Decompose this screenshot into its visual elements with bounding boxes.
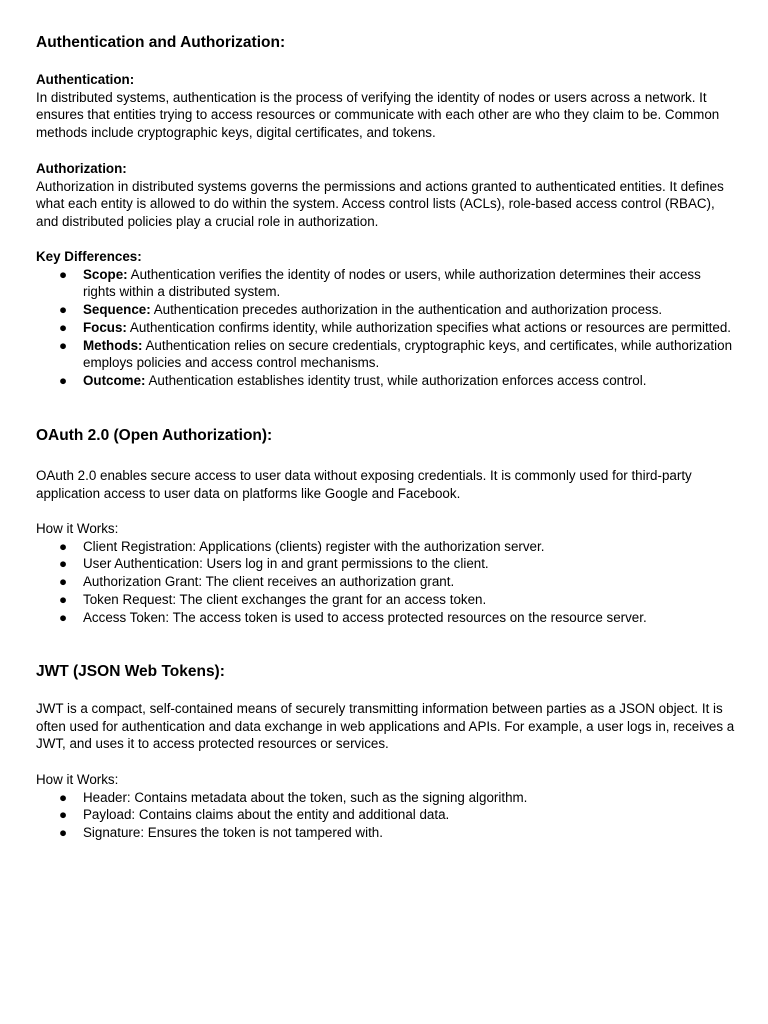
authentication-block	[36, 71, 736, 142]
step-text: Signature: Ensures the token is not tampered with.	[83, 825, 383, 841]
authentication-text: In distributed systems, authentication is the process of verifying the identity of nodes or users across a network. It ensures that entities trying to access resources or communicate with each other are who they claim to be. Common methods include cryptographic keys, digital certificates, and tokens.	[36, 89, 720, 141]
term-label: Methods:	[83, 337, 143, 353]
step-text: Payload: Contains claims about the entity and additional data.	[83, 807, 450, 823]
list-item	[36, 301, 736, 319]
term-text: Authentication relies on secure credentials, cryptographic keys, and certificates, while authorization employs policies and access control mechanisms.	[83, 337, 733, 371]
bullet-icon: ●	[59, 337, 68, 353]
oauth-how-block	[36, 520, 736, 626]
step-text: Header: Contains metadata about the token, such as the signing algorithm.	[83, 789, 528, 805]
jwt-steps-list	[36, 789, 736, 842]
term-text: Authentication establishes identity trust, while authorization enforces access control.	[145, 372, 647, 388]
bullet-icon: ●	[59, 302, 68, 318]
list-item	[36, 591, 736, 609]
term-text: Authentication confirms identity, while authorization specifies what actions or resources are permitted.	[126, 319, 732, 335]
bullet-icon: ●	[59, 574, 68, 590]
step-text: Client Registration: Applications (clients) register with the authorization server.	[83, 538, 545, 554]
step-text: User Authentication: Users log in and grant permissions to the client.	[83, 556, 489, 572]
section-title-jwt: JWT (JSON Web Tokens):	[36, 663, 225, 680]
section-title-oauth: OAuth 2.0 (Open Authorization):	[36, 427, 273, 444]
list-item	[36, 609, 736, 627]
term-label: Sequence:	[83, 302, 151, 318]
authorization-block	[36, 160, 736, 231]
bullet-icon: ●	[59, 591, 68, 607]
term-label: Outcome:	[83, 372, 146, 388]
authorization-text: Authorization in distributed systems governs the permissions and actions granted to authenticated entities. It defines what each entity is allowed to do within the system. Access control lists (ACLs), role-based access control (RBAC), and distributed policies play a crucial role in authorization.	[36, 178, 724, 230]
list-item	[36, 573, 736, 591]
jwt-how-heading: How it Works:	[36, 772, 119, 787]
list-item	[36, 806, 736, 824]
list-item	[36, 372, 736, 390]
key-differences-list	[36, 266, 736, 390]
bullet-icon: ●	[59, 556, 68, 572]
section-title-auth: Authentication and Authorization:	[36, 34, 286, 51]
bullet-icon: ●	[59, 609, 68, 625]
bullet-icon: ●	[59, 825, 68, 841]
list-item	[36, 538, 736, 556]
list-item	[36, 555, 736, 573]
oauth-steps-list	[36, 538, 736, 627]
term-text: Authentication verifies the identity of nodes or users, while authorization determines their access rights within a distributed system.	[83, 266, 701, 300]
jwt-intro: JWT is a compact, self-contained means of securely transmitting information between parties as a JSON object. It is often used for authentication and data exchange in web applications and APIs. For example, a user logs in, receives a JWT, and uses it to access protected resources or services.	[36, 701, 735, 752]
authentication-heading: Authentication:	[36, 72, 135, 87]
bullet-icon: ●	[59, 807, 68, 823]
authorization-heading: Authorization:	[36, 161, 127, 176]
step-text: Authorization Grant: The client receives an authorization grant.	[83, 574, 455, 590]
oauth-how-heading: How it Works:	[36, 521, 119, 536]
list-item	[36, 789, 736, 807]
key-differences-block	[36, 248, 736, 390]
jwt-how-block	[36, 771, 736, 842]
list-item	[36, 319, 736, 337]
bullet-icon: ●	[59, 538, 68, 554]
bullet-icon: ●	[59, 266, 68, 282]
bullet-icon: ●	[59, 372, 68, 388]
step-text: Token Request: The client exchanges the grant for an access token.	[83, 591, 487, 607]
term-label: Scope:	[83, 266, 128, 282]
bullet-icon: ●	[59, 319, 68, 335]
list-item	[36, 337, 736, 372]
step-text: Access Token: The access token is used to access protected resources on the resource server.	[83, 609, 647, 625]
bullet-icon: ●	[59, 789, 68, 805]
list-item	[36, 266, 736, 301]
term-text: Authentication precedes authorization in the authentication and authorization process.	[150, 302, 663, 318]
list-item	[36, 824, 736, 842]
oauth-intro: OAuth 2.0 enables secure access to user data without exposing credentials. It is commonly used for third-party application access to user data on platforms like Google and Facebook.	[36, 468, 692, 501]
term-label: Focus:	[83, 319, 127, 335]
key-differences-heading: Key Differences:	[36, 249, 142, 264]
